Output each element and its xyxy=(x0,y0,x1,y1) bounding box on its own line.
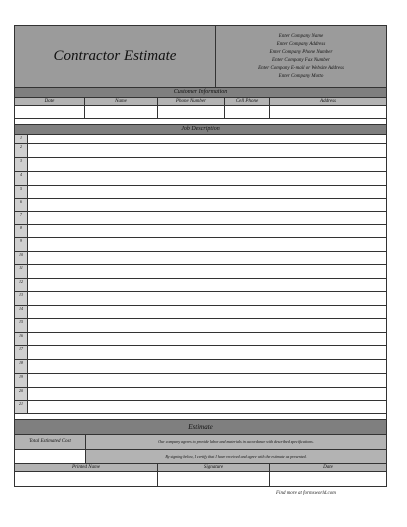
printed-name-field[interactable] xyxy=(15,472,158,486)
job-line[interactable] xyxy=(15,346,386,360)
page-title: Contractor Estimate xyxy=(53,48,177,64)
line-number: 17 xyxy=(15,346,28,359)
col-phone: Phone Number xyxy=(158,98,225,106)
phone-field[interactable] xyxy=(158,106,225,119)
line-number: 5 xyxy=(15,186,28,198)
job-line[interactable] xyxy=(15,333,386,346)
job-line[interactable] xyxy=(15,238,386,252)
line-number: 9 xyxy=(15,238,28,251)
line-number: 10 xyxy=(15,252,28,264)
estimate-heading: Estimate xyxy=(15,420,386,435)
total-cost-field[interactable] xyxy=(15,450,86,463)
company-address[interactable]: Enter Company Address xyxy=(276,41,326,47)
job-line[interactable] xyxy=(15,319,386,333)
col-sign-date: Date xyxy=(270,464,386,472)
footer-credit: Find more at formsworld.com xyxy=(276,491,336,496)
name-field[interactable] xyxy=(85,106,158,119)
line-number: 21 xyxy=(15,401,28,413)
line-number: 20 xyxy=(15,388,28,400)
job-line[interactable] xyxy=(15,360,386,374)
form-header xyxy=(15,26,386,88)
job-line[interactable] xyxy=(15,144,386,158)
address-field[interactable] xyxy=(270,106,386,119)
company-name[interactable]: Enter Company Name xyxy=(278,33,324,39)
job-line[interactable] xyxy=(15,306,386,319)
agreement-note: Our company agrees to provide labor and materials in accordance with described specifications. xyxy=(86,435,386,449)
line-number: 7 xyxy=(15,212,28,224)
line-number: 13 xyxy=(15,292,28,305)
job-line[interactable] xyxy=(15,172,386,186)
line-number: 1 xyxy=(15,135,28,143)
signature-field[interactable] xyxy=(158,472,270,486)
job-description-heading: Job Description xyxy=(15,125,386,135)
col-date: Date xyxy=(15,98,85,106)
line-number: 11 xyxy=(15,265,28,278)
customer-info-header-row xyxy=(15,98,386,106)
job-lines xyxy=(15,135,386,414)
job-line[interactable] xyxy=(15,199,386,212)
company-fax[interactable]: Enter Company Fax Number xyxy=(272,57,330,63)
date-field[interactable] xyxy=(15,106,85,119)
cell-field[interactable] xyxy=(225,106,270,119)
estimate-form xyxy=(14,25,387,487)
line-number: 3 xyxy=(15,158,28,171)
certify-note: By signing below, I certify that I have received and agree with the estimate as presented. xyxy=(86,450,386,463)
line-number: 2 xyxy=(15,144,28,157)
job-line[interactable] xyxy=(15,401,386,414)
line-number: 6 xyxy=(15,199,28,211)
line-number: 12 xyxy=(15,279,28,291)
job-line[interactable] xyxy=(15,279,386,292)
line-number: 4 xyxy=(15,172,28,185)
job-line[interactable] xyxy=(15,292,386,306)
estimate-row xyxy=(15,435,386,450)
job-line[interactable] xyxy=(15,135,386,144)
line-number: 16 xyxy=(15,333,28,345)
job-line[interactable] xyxy=(15,374,386,388)
signature-header-row xyxy=(15,464,386,472)
line-number: 15 xyxy=(15,319,28,332)
company-info[interactable] xyxy=(216,26,386,87)
col-cell: Cell Phone xyxy=(225,98,270,106)
col-printed-name: Printed Name xyxy=(15,464,158,472)
total-cost-label: Total Estimated Cost xyxy=(15,435,86,449)
customer-info-heading: Customer Information xyxy=(15,88,386,98)
line-number: 14 xyxy=(15,306,28,318)
sign-date-field[interactable] xyxy=(270,472,386,486)
line-number: 8 xyxy=(15,225,28,237)
job-line[interactable] xyxy=(15,212,386,225)
title-box xyxy=(15,26,216,87)
job-line[interactable] xyxy=(15,225,386,238)
signature-value-row xyxy=(15,472,386,486)
job-line[interactable] xyxy=(15,186,386,199)
line-number: 18 xyxy=(15,360,28,373)
job-line[interactable] xyxy=(15,388,386,401)
job-line[interactable] xyxy=(15,265,386,279)
company-email[interactable]: Enter Company E-mail or Website Address xyxy=(258,65,344,71)
customer-info-value-row xyxy=(15,106,386,119)
company-phone[interactable]: Enter Company Phone Number xyxy=(269,49,333,55)
job-line[interactable] xyxy=(15,158,386,172)
line-number: 19 xyxy=(15,374,28,387)
col-name: Name xyxy=(85,98,158,106)
job-line[interactable] xyxy=(15,252,386,265)
col-address: Address xyxy=(270,98,386,106)
certify-row xyxy=(15,450,386,464)
col-signature: Signature xyxy=(158,464,270,472)
company-motto[interactable]: Enter Company Motto xyxy=(278,73,324,79)
